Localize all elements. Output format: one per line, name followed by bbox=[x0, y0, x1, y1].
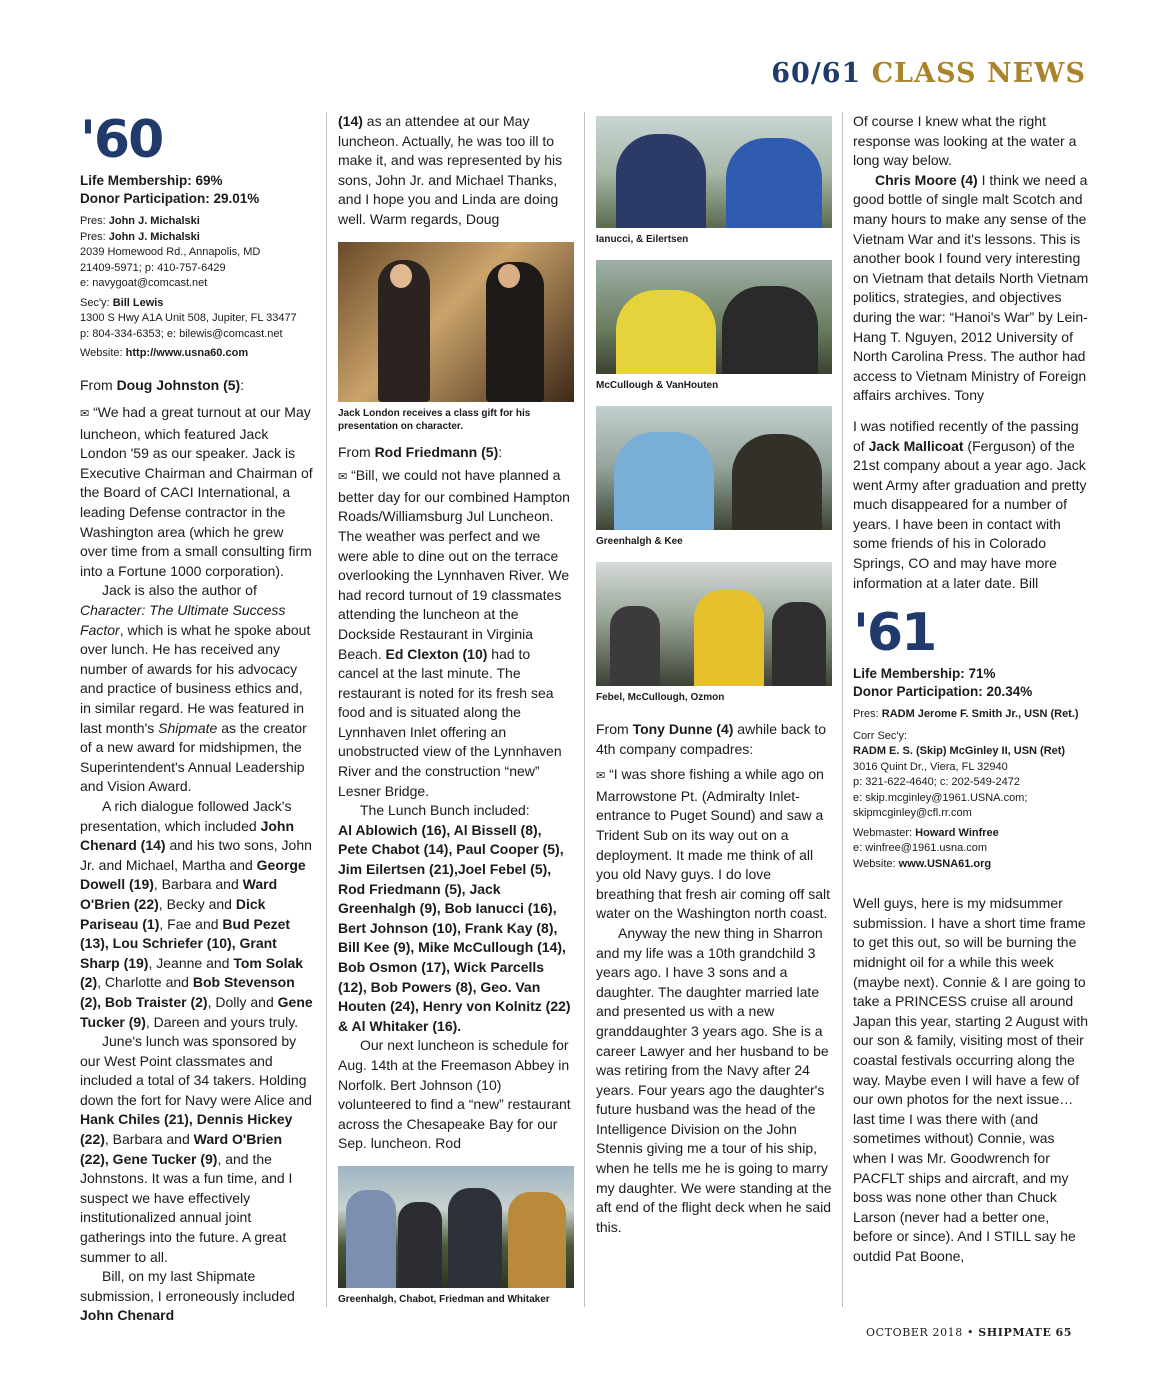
life-membership-61: Life Membership: 71% bbox=[853, 666, 996, 682]
doug-letter-continued: (14) as an attendee at our May luncheon. Actually, he was too ill to make it, and was represented by his sons, John Jr. and Michael Thanks, and I hope you and Linda are doing well. Warm regards, Doug bbox=[338, 113, 563, 227]
column-2 bbox=[338, 112, 574, 1316]
section-header bbox=[771, 58, 1086, 89]
column-rule bbox=[326, 112, 327, 1307]
tony-letter-p1: ✉ “I was shore fishing a while ago on Marrowstone Pt. (Admiralty Inlet- entrance to Puget Sound) and saw a Trident Sub on its way out on a deployment. It made me think of all you old Navy guys. I do love breathing that fresh air coming off salt water on the Washington north coast. bbox=[596, 766, 830, 922]
tony-letter-p2: Anyway the new thing in Sharron and my life was a 10th grandchild 3 years ago. I have 3 sons and a daughter. The daughter married late and presented us with a new granddaughter 3 years ago. She is a career Lawyer and her husband to be was retiring from the Navy after 24 years. Four years ago the daughter's future husband was the head of the Intelligence Division on the John Stennis giving me a tour of his ship, when he tells me he is going to marry my daughter. We were standing at the aft end of the flight deck when he said this. bbox=[596, 924, 832, 1235]
website-link-60[interactable]: http://www.usna60.com bbox=[125, 347, 249, 359]
doug-letter-p1: ✉ “We had a great turnout at our May luncheon, which featured Jack London '59 as our speaker. Jack is Executive Chairman and Chairman of the Board of CACI International, a leading Defense contractor in the Washington area (which he grew over time from a small consulting firm into a Fortune 1000 corporation). bbox=[80, 404, 313, 579]
caption-kee: Greenhalgh & Kee bbox=[596, 536, 683, 547]
column-rule bbox=[842, 112, 843, 1307]
photo-kee bbox=[596, 406, 832, 530]
caption-group: Greenhalgh, Chabot, Friedman and Whitaker bbox=[338, 1293, 550, 1305]
class-numbers: 60/61 bbox=[771, 58, 862, 89]
class-news-title: CLASS NEWS bbox=[871, 58, 1086, 89]
rod-letter-p2: The Lunch Bunch included: bbox=[360, 802, 530, 819]
caption-febel: Febel, McCullough, Ozmon bbox=[596, 692, 725, 703]
year-60-heading: '60 bbox=[80, 112, 163, 170]
website-link-61[interactable]: www.USNA61.org bbox=[898, 857, 992, 870]
tony-letter-end: Of course I knew what the right response was looking at the water a long way below. bbox=[853, 113, 1077, 169]
envelope-icon: ✉ bbox=[338, 471, 348, 484]
doug-letter-p5: Bill, on my last Shipmate submission, I erroneously included John Chenard bbox=[80, 1268, 295, 1324]
mallicoat-note: I was notified recently of the passing of Jack Mallicoat (Ferguson) of the 21st company about a year ago. Jack went Army after graduation and pretty much disappeared for a number of years. I have been in contact with some friends of his in Colorado Springs, CO and may have more information at a later date. Bill bbox=[853, 417, 1087, 591]
column-3 bbox=[596, 112, 832, 1237]
rod-letter-p3: Our next luncheon is schedule for Aug. 14th at the Freemason Abbey in Norfolk. Bert Johnson (10) volunteered to find a “new” restaurant across the Chesapeake Bay for our Sep. luncheon. Rod bbox=[338, 1037, 571, 1152]
page-footer: OCTOBER 2018 • SHIPMATE 65 bbox=[866, 1326, 1073, 1339]
donor-participation-60: Donor Participation: 29.01% bbox=[80, 191, 260, 206]
column-rule bbox=[584, 112, 585, 1307]
from-rod: From Rod Friedmann (5): bbox=[338, 443, 503, 460]
from-tony: From Tony Dunne (4) awhile back to 4th company compadres: bbox=[596, 721, 827, 757]
doug-letter-p3: A rich dialogue followed Jack's presentation, which included John Chenard (14) and his two sons, John Jr. and Michael, Martha and George Dowell (19), Barbara and Ward O'Brien (22), Becky and Dick Pariseau (1), Fae and Bud Pezet (13), Lou Schriefer (10), Grant Sharp (19), Jeanne and Tom Solak (2), Charlotte and Bob Stevenson (2), Bob Traister (2), Dolly and Gene Tucker (9), Dareen and yours truly. bbox=[80, 797, 313, 1030]
from-doug: From Doug Johnston (5): bbox=[80, 376, 245, 393]
donor-participation-61: Donor Participation: 20.34% bbox=[853, 684, 1033, 700]
column-4 bbox=[853, 112, 1089, 1267]
contact-block-61: Pres: RADM Jerome F. Smith Jr., USN (Ret.) Corr Sec'y: RADM E. S. (Skip) McGinley II, USN (Ret) 3016 Quint Dr., Viera, FL 32940 p: 321-622-4640; c: 202-549-2472 e: skip.mcginley@1961.USNA.com; skipmcginley@cfl.rr.com Webmaster: Howard Winfree e: winfree@1961.usna.com Website: www.USNA61.org bbox=[853, 708, 1079, 870]
caption-mccullough: McCullough & VanHouten bbox=[596, 380, 719, 391]
midsummer-submission: Well guys, here is my midsummer submission. I have a short time frame to get this out, so will be burning the midnight oil for a while this week (maybe next). Connie & I are going to take a PRINCESS cruise all around Japan this year, starting 2 August with our son & family, visiting most of their coastal festivals occurring along the way. Maybe even I will have a few of our own photos for the next issue…last time I was there with (and sometimes without) Connie, was when I was Mr. Goodwrench for PACFLT ships and aircraft, and my boss was none other than Chuck Larson (never had a better one, before or since). And I STILL say he outdid Pat Boone, bbox=[853, 895, 1089, 1264]
caption-jack-london: Jack London receives a class gift for his presentation on character. bbox=[338, 407, 531, 432]
photo-group bbox=[338, 1166, 574, 1288]
doug-letter-p2: Jack is also the author of Character: The Ultimate Success Factor, which is what he spoke about over lunch. He has received any number of awards for his advocacy and practice of business ethics and, in similar regard. He was featured in last month's Shipmate as the creator of a new award for midshipmen, the Superintendent's Annual Leadership and Vision Award. bbox=[80, 582, 311, 795]
photo-ianucci bbox=[596, 116, 832, 228]
envelope-icon: ✉ bbox=[596, 770, 606, 783]
contact-block-60: Pres: John J. Michalski Pres: John J. Michalski 2039 Homewood Rd., Annapolis, MD 21409-5971; p: 410-757-6429 e: navygoat@comcast.net Sec'y: Bill Lewis 1300 S Hwy A1A Unit 508, Jupiter, FL 33477 p: 804-334-6353; e: bilewis@comcast.net Website: http://www.usna60.com bbox=[80, 215, 297, 359]
photo-febel bbox=[596, 562, 832, 686]
column-1 bbox=[80, 112, 313, 1326]
lunch-bunch-list: Al Ablowich (16), Al Bissell (8), Pete Chabot (14), Paul Cooper (5), Jim Eilertsen (21),Joel Febel (5), Rod Friedmann (5), Jack Greenhalgh (9), Bob Ianucci (16), Bert Johnson (10), Frank Kay (8), Bill Kee (9), Mike McCullough (14), Bob Osmon (17), Wick Parcells (12), Bob Powers (8), Geo. Van Houten (24), Henry von Kolnitz (22) & Al Whitaker (16). bbox=[338, 821, 571, 1034]
doug-letter-p4: June's lunch was sponsored by our West Point classmates and included a total of 34 takers. Holding down the fort for Navy were Alice and Hank Chiles (21), Dennis Hickey (22), Barbara and Ward O'Brien (22), Gene Tucker (9), and the Johnstons. It was a fun time, and I suspect we have effectively institutionalized annual joint gatherings into the future. A great summer to all. bbox=[80, 1033, 312, 1265]
photo-jack-london bbox=[338, 242, 574, 402]
caption-ianucci: Ianucci, & Eilertsen bbox=[596, 234, 689, 245]
year-61-heading: '61 bbox=[853, 603, 936, 664]
envelope-icon: ✉ bbox=[80, 408, 90, 421]
rod-letter-p1: ✉ “Bill, we could not have planned a better day for our combined Hampton Roads/Williamsburg Jul Luncheon. The weather was perfect and we were able to dine out on the terrace overlooking the Lynnhaven River. We had record turnout of 19 classmates attending the luncheon at the Dockside Restaurant in Virginia Beach. Ed Clexton (10) had to cancel at the last minute. The restaurant is noted for its fresh sea food and is situated along the Lynnhaven Inlet offering an unobstructed view of the Lynnhaven River and the construction “new” Lesner Bridge. bbox=[338, 467, 570, 799]
moore-note: Chris Moore (4) I think we need a good bottle of single malt Scotch and many hours to make any sense of the Vietnam War and it's lessons. This is another book I found very interesting on Vietnam that details North Vietnam politics, strategies, and objectives during the war: “Hanoi's War” by Lein-Hang T. Nguyen, 2012 University of North Carolina Press. The author had access to Vietnam Ministry of Foreign affairs archives. Tony bbox=[853, 171, 1089, 404]
life-membership-60: Life Membership: 69% bbox=[80, 173, 223, 188]
photo-mccullough bbox=[596, 260, 832, 374]
page-number: 65 bbox=[1055, 1326, 1073, 1339]
